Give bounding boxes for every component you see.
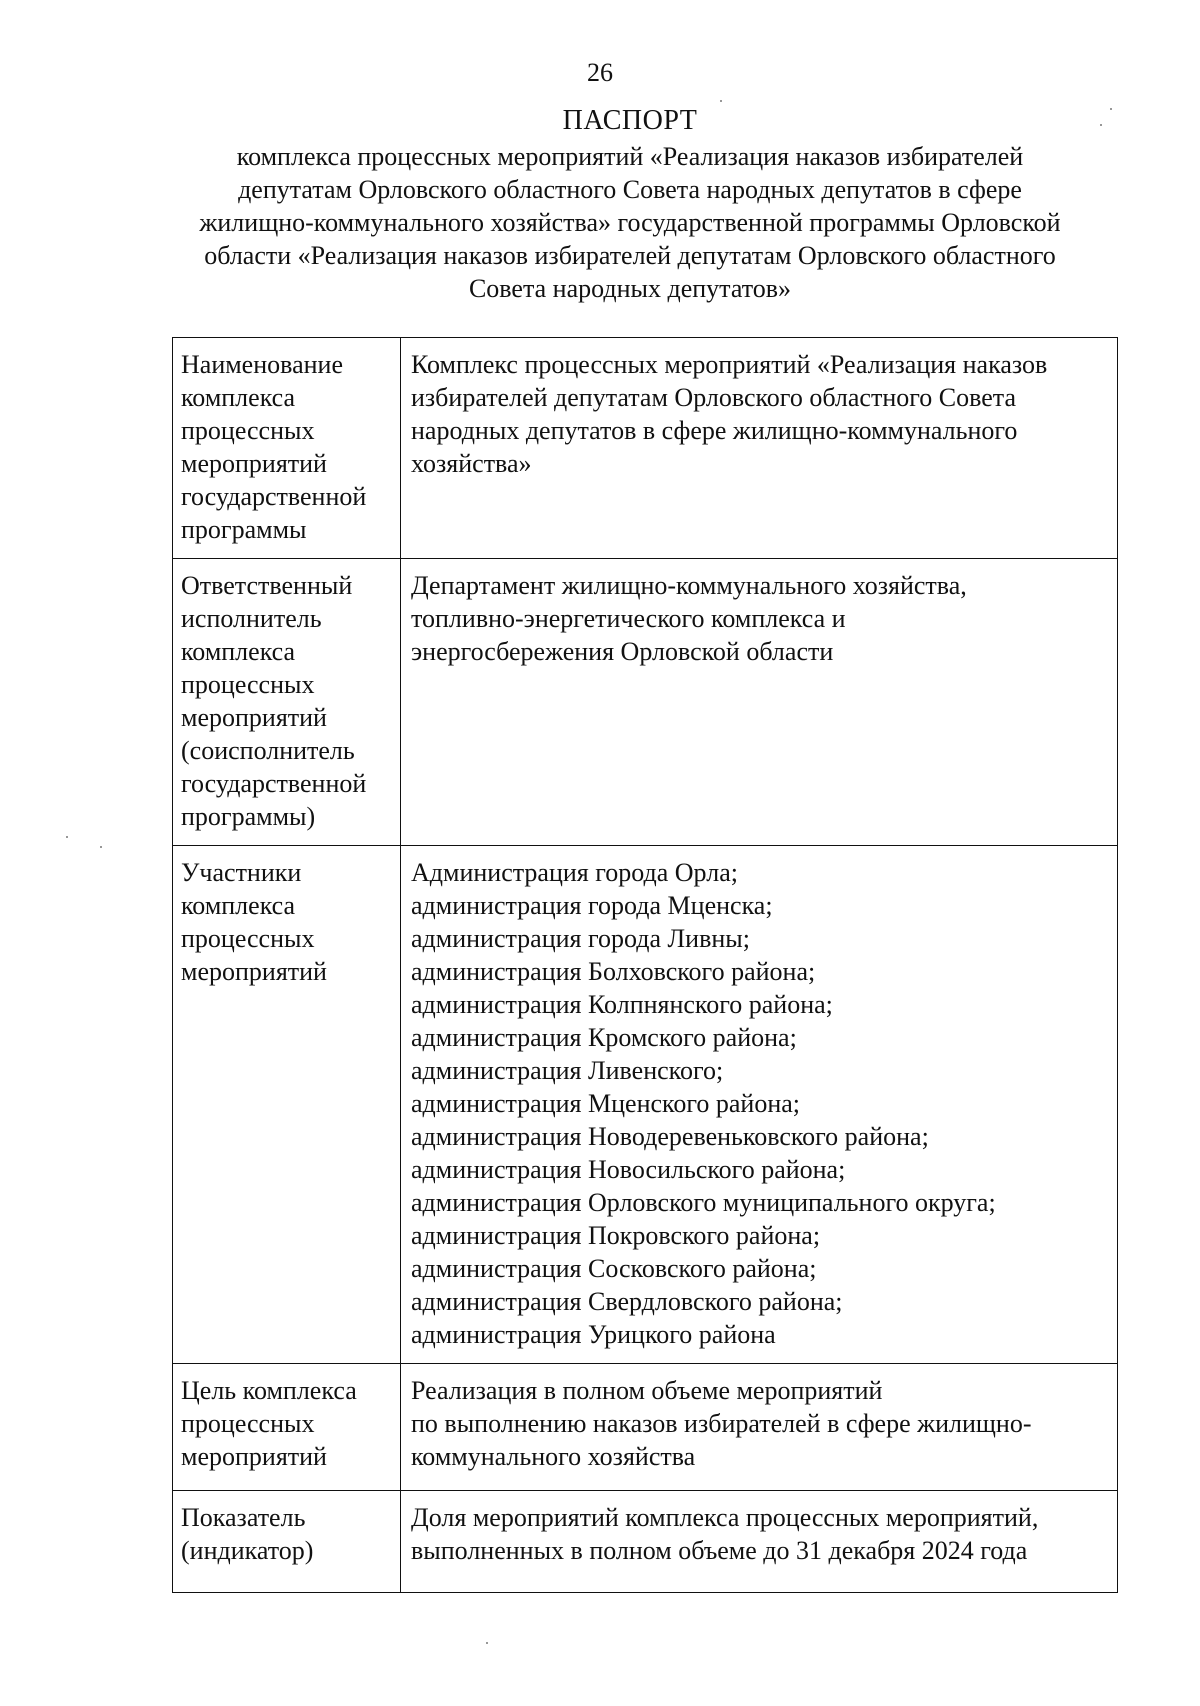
row-value-cell: [401, 1491, 1118, 1593]
table-row: [173, 559, 1118, 846]
row-value-line: администрация Орловского муниципального округа;: [411, 1188, 996, 1217]
row-value-cell: [401, 559, 1118, 846]
page-number: 26: [587, 58, 613, 87]
passport-table: [172, 337, 1118, 1593]
row-label-line: Ответственный: [181, 571, 353, 600]
row-label-line: Цель комплекса: [181, 1376, 357, 1405]
row-value-line: администрация Урицкого района: [411, 1320, 776, 1349]
row-label-line: процессных: [181, 416, 315, 445]
row-value-line: энергосбережения Орловской области: [411, 637, 834, 666]
row-value-line: администрация Кромского района;: [411, 1023, 797, 1052]
row-label-line: мероприятий: [181, 449, 327, 478]
row-value-line: по выполнению наказов избирателей в сфере жилищно-: [411, 1409, 1032, 1438]
scan-speck: [1110, 108, 1112, 110]
row-value-line: администрация Мценского района;: [411, 1089, 800, 1118]
row-label-line: Показатель: [181, 1503, 306, 1532]
row-label-line: процессных: [181, 924, 315, 953]
row-value-line: Комплекс процессных мероприятий «Реализация наказов: [411, 350, 1048, 379]
table-row: [173, 1364, 1118, 1491]
document-subtitle: [150, 140, 1110, 305]
document-title: ПАСПОРТ: [562, 105, 698, 136]
scan-speck: [486, 1642, 488, 1644]
row-value-line: Реализация в полном объеме мероприятий: [411, 1376, 883, 1405]
row-label-cell: [173, 338, 401, 559]
row-value-line: администрация города Ливны;: [411, 924, 750, 953]
row-label-line: Участники: [181, 858, 302, 887]
row-value-line: Администрация города Орла;: [411, 858, 738, 887]
row-value-line: администрация Ливенского;: [411, 1056, 724, 1085]
scan-speck: [66, 836, 68, 838]
table-row: [173, 1491, 1118, 1593]
row-value-line: топливно-энергетического комплекса и: [411, 604, 846, 633]
scan-speck: [1100, 124, 1102, 126]
subtitle-line: Совета народных депутатов»: [468, 274, 792, 303]
row-value-line: выполненных в полном объеме до 31 декабря 2024 года: [411, 1536, 1028, 1565]
row-label-cell: [173, 1491, 401, 1593]
row-value-line: Департамент жилищно-коммунального хозяйства,: [411, 571, 967, 600]
row-label-line: комплекса: [181, 891, 296, 920]
row-value-line: администрация города Мценска;: [411, 891, 773, 920]
row-label-line: государственной: [181, 482, 367, 511]
row-value-line: администрация Покровского района;: [411, 1221, 821, 1250]
row-value-line: администрация Болховского района;: [411, 957, 816, 986]
row-value-line: администрация Свердловского района;: [411, 1287, 843, 1316]
row-value-line: народных депутатов в сфере жилищно-коммунального: [411, 416, 1018, 445]
row-value-line: администрация Новосильского района;: [411, 1155, 846, 1184]
row-label-line: процессных: [181, 1409, 315, 1438]
row-value-line: избирателей депутатам Орловского областного Совета: [411, 383, 1016, 412]
row-value-line: администрация Колпнянского района;: [411, 990, 833, 1019]
row-label-line: процессных: [181, 670, 315, 699]
row-label-line: Наименование: [181, 350, 343, 379]
row-label-cell: [173, 846, 401, 1364]
row-label-cell: [173, 1364, 401, 1491]
row-label-line: мероприятий: [181, 957, 327, 986]
row-label-cell: [173, 559, 401, 846]
row-label-line: мероприятий: [181, 703, 327, 732]
scan-speck: [100, 846, 102, 848]
row-value-cell: [401, 846, 1118, 1364]
row-label-line: мероприятий: [181, 1442, 327, 1471]
row-label-line: государственной: [181, 769, 367, 798]
row-label-line: исполнитель: [181, 604, 322, 633]
row-label-line: программы: [181, 515, 307, 544]
row-label-line: комплекса: [181, 637, 296, 666]
title-block: [150, 104, 1110, 305]
subtitle-line: области «Реализация наказов избирателей депутатам Орловского областного: [204, 241, 1056, 270]
table-row: [173, 846, 1118, 1364]
row-label-line: (соисполнитель: [181, 736, 355, 765]
row-label-line: программы): [181, 802, 316, 831]
row-label-line: (индикатор): [181, 1536, 314, 1565]
subtitle-line: комплекса процессных мероприятий «Реализация наказов избирателей: [236, 142, 1024, 171]
passport-table-body: [173, 338, 1118, 1593]
row-value-line: коммунального хозяйства: [411, 1442, 696, 1471]
row-value-cell: [401, 1364, 1118, 1491]
scan-speck: [720, 100, 722, 102]
row-value-line: хозяйства»: [411, 449, 532, 478]
row-value-cell: [401, 338, 1118, 559]
row-label-line: комплекса: [181, 383, 296, 412]
row-value-line: Доля мероприятий комплекса процессных мероприятий,: [411, 1503, 1039, 1532]
row-value-line: администрация Новодеревеньковского района;: [411, 1122, 929, 1151]
row-value-line: администрация Сосковского района;: [411, 1254, 817, 1283]
subtitle-line: жилищно-коммунального хозяйства» государственной программы Орловской: [199, 208, 1061, 237]
table-row: [173, 338, 1118, 559]
subtitle-line: депутатам Орловского областного Совета народных депутатов в сфере: [238, 175, 1022, 204]
